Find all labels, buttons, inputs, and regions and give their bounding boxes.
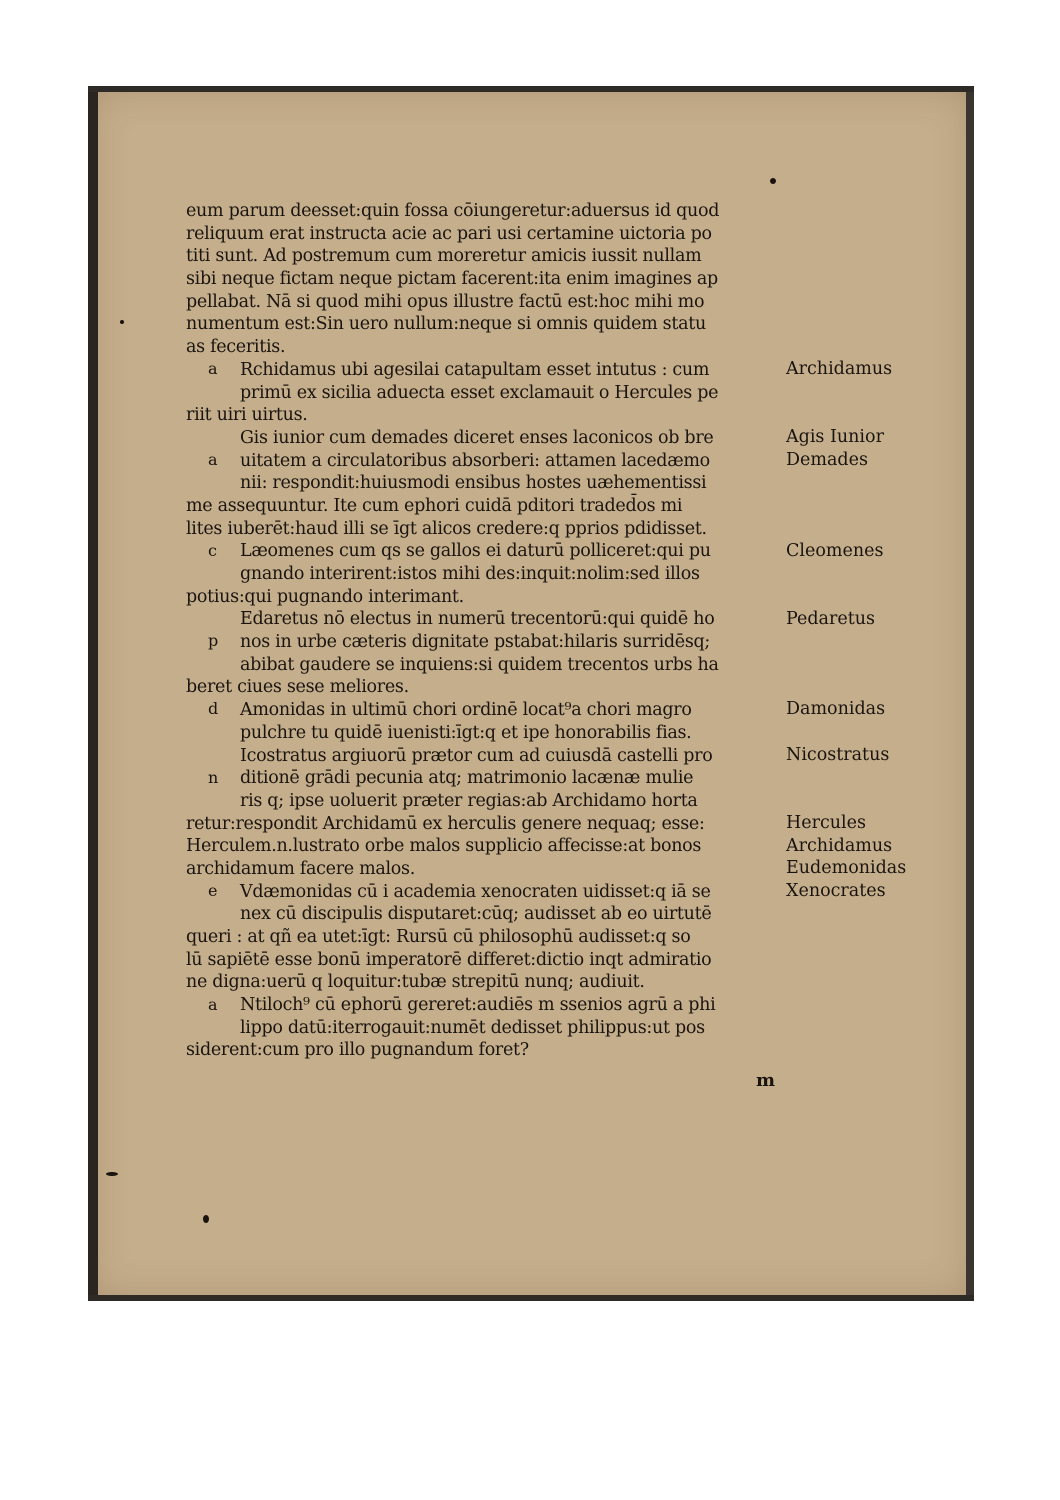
text-line: Amonidas in ultimū chori ordinē locat⁹a chori magro xyxy=(240,700,692,721)
text-line: Læomenes cum qs se gallos ei daturū polliceret:qui pu xyxy=(240,541,711,562)
text-line: pellabat. Nā si quod mihi opus illustre factū est:hoc mihi mo xyxy=(186,291,705,312)
text-line: queri : at qñ ea utet:īgt: Rursū cū philosophū audisset:q so xyxy=(186,927,691,947)
text-line: potius:qui pugnando interimant. xyxy=(186,586,464,607)
margin-name: Damonidas xyxy=(786,699,886,720)
text-line: lippo datū:iterrogauit:numēt dedisset philippus:ut pos xyxy=(240,1017,705,1038)
text-line: beret ciues sese meliores. xyxy=(186,677,409,698)
text-line: retur:respondit Archidamū ex herculis genere nequaq; esse: xyxy=(186,813,705,834)
section-letter: c xyxy=(208,540,217,560)
text-line: Herculem.n.lustrato orbe malos supplicio affecisse:at bonos xyxy=(186,836,702,857)
text-line: Vdæmonidas cū i academia xenocraten uidisset:q iā se xyxy=(240,881,711,902)
page-edge-bottom xyxy=(88,1295,974,1301)
text-line: abibat gaudere se inquiens:si quidem trecentos urbs ha xyxy=(240,654,719,675)
ink-speck xyxy=(120,320,124,324)
text-line: nex cū discipulis disputaret:cūq; audisset ab eo uirtutē xyxy=(240,904,712,925)
page-edge-left xyxy=(88,86,98,1301)
section-letter: d xyxy=(208,699,219,719)
text-line: archidamum facere malos. xyxy=(186,858,415,879)
ink-speck xyxy=(203,1215,209,1223)
margin-name: Eudemonidas xyxy=(786,858,907,879)
ink-speck xyxy=(106,1172,118,1176)
text-line: numentum est:Sin uero nullum:neque si omnis quidem statu xyxy=(186,314,706,335)
text-line: uitatem a circulatoribus absorberi: attamen lacedæmo xyxy=(240,450,710,471)
margin-name: Cleomenes xyxy=(786,540,884,561)
margin-name: Archidamus xyxy=(786,835,893,856)
text-line: me assequuntur. Ite cum ephori cuidā pditori traded̄os mi xyxy=(186,495,683,516)
section-letter: a xyxy=(208,358,218,378)
section-letter: e xyxy=(208,881,218,900)
text-line: nii: respondit:huiusmodi ensibus hostes uæhementissi xyxy=(240,473,707,494)
ink-speck xyxy=(770,178,776,184)
section-letter: p xyxy=(208,631,219,651)
text-line: as feceritis. xyxy=(186,337,286,358)
text-line: pulchre tu quidē iuenisti:īgt:q et ipe honorabilis fias. xyxy=(240,722,692,743)
section-letter: n xyxy=(208,767,219,787)
margin-name: Xenocrates xyxy=(786,881,886,901)
margin-name: Demades xyxy=(786,449,868,470)
text-line: titi sunt. Ad postremum cum moreretur amicis iussit nullam xyxy=(186,246,702,267)
body-text xyxy=(186,200,786,1062)
text-line: primū ex sicilia aduecta esset exclamauit o Hercules pe xyxy=(240,382,719,403)
text-line: siderent:cum pro illo pugnandum foret? xyxy=(186,1040,529,1061)
text-line: gnando interirent:istos mihi des:inquit:nolim:sed illos xyxy=(240,564,700,584)
text-line: Rchidamus ubi agesilai catapultam esset intutus : cum xyxy=(240,359,710,380)
text-line: Icostratus argiuorū prætor cum ad cuiusdā castelli pro xyxy=(240,745,713,766)
text-line: Edaretus nō electus in numerū trecentorū:qui quidē ho xyxy=(240,609,715,630)
signature-mark: m xyxy=(756,1070,776,1091)
margin-name: Nicostratus xyxy=(786,744,890,765)
text-line: riit uiri uirtus. xyxy=(186,405,308,426)
margin-name: Agis Iunior xyxy=(786,427,884,447)
text-line: Gis iunior cum demades diceret enses laconicos ob bre xyxy=(240,427,714,448)
margin-name: Pedaretus xyxy=(786,608,875,629)
text-line: reliquum erat instructa acie ac pari usi certamine uictoria po xyxy=(186,223,712,244)
section-letter: a xyxy=(208,994,218,1014)
text-line: eum parum deesset:quin fossa cōiungeretur:aduersus id quod xyxy=(186,201,720,221)
margin-name: Hercules xyxy=(786,812,866,833)
section-letter: a xyxy=(208,449,218,469)
page-edge-right xyxy=(966,86,974,1301)
text-line: sibi neque fictam neque pictam facerent:ita enim imagines ap xyxy=(186,269,718,290)
text-line: nos in urbe cæteris dignitate pstabat:hilaris surridēsq; xyxy=(240,632,711,653)
text-line: Ntiloch⁹ cū ephorū gereret:audiēs m ssenios agrū a phi xyxy=(240,995,716,1016)
text-line: ditionē grādi pecunia atq; matrimonio lacænæ mulie xyxy=(240,768,694,789)
text-line: ne digna:uerū q loquitur:tubæ strepitū nunq; audiuit. xyxy=(186,972,645,993)
text-line: lites iuberēt:haud illi se īgt alicos credere:q pprios pdidisset. xyxy=(186,518,707,539)
text-line: ris q; ipse uoluerit præter regias:ab Archidamo horta xyxy=(240,790,698,811)
text-line: lū sapiētē esse bonū imperatorē differet:dictio inqt admiratio xyxy=(186,949,712,970)
page-edge-top xyxy=(88,86,974,92)
margin-name: Archidamus xyxy=(786,358,893,379)
